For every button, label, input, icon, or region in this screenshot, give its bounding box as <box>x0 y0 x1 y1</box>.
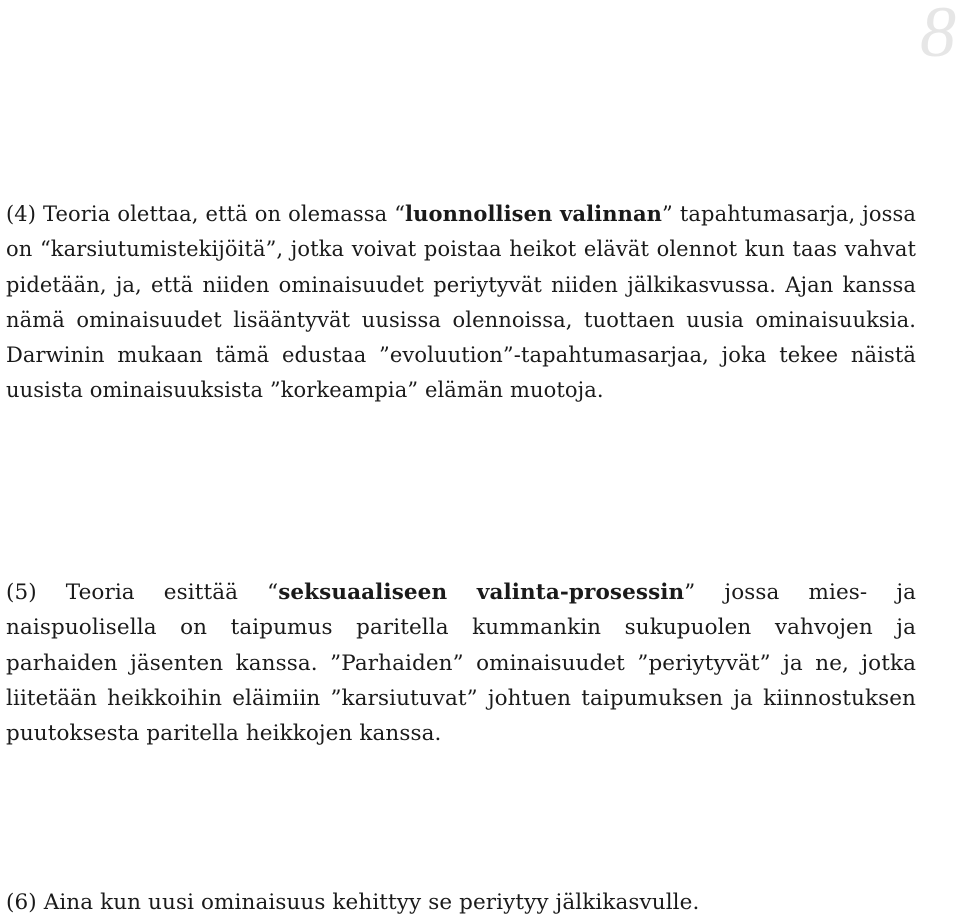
paragraph-5-bold-term: seksuaaliseen valinta-prosessin <box>278 580 685 605</box>
paragraph-6-text: (6) Aina kun uusi ominaisuus kehittyy se periytyy jälkikasvulle. <box>6 890 700 915</box>
paragraph-4 <box>6 196 916 409</box>
paragraph-4-text-end: ” tapahtumasarja, jossa on “karsiutumistekijöitä”, jotka voivat poistaa heikot elävät olennot kun taas vahvat pidetään, ja, että niiden ominaisuudet periytyvät niiden jälkikasvussa. Ajan kanssa nämä ominaisuudet lisääntyvät uusissa olennoissa, tuottaen uusia ominaisuuksia. Darwinin mukaan tämä edustaa ”evoluution”-tapahtumasarjaa, joka tekee näistä uusista ominaisuuksista ”korkeampia” elämän muotoja. <box>6 202 916 403</box>
paragraph-5-text-start: (5) Teoria esittää “ <box>6 580 279 605</box>
paragraph-4-bold-term: luonnollisen valinnan <box>405 201 663 226</box>
paragraph-5-text-end: ” jossa mies- ja naispuolisella on taipumus paritella kummankin sukupuolen vahvojen ja parhaiden jäsenten kanssa. ”Parhaiden” ominaisuudet ”periytyvät” ja ne, jotka liitetään heikkoihin eläimiin ”karsiutuvat” johtuen taipumuksen ja kiinnostuksen puutoksesta paritella heikkojen kanssa. <box>6 580 917 747</box>
page-number: 8 <box>920 0 956 72</box>
paragraph-6 <box>6 885 916 920</box>
paragraph-5 <box>6 575 916 751</box>
paragraph-4-text-start: (4) Teoria olettaa, että on olemassa “ <box>6 202 406 226</box>
